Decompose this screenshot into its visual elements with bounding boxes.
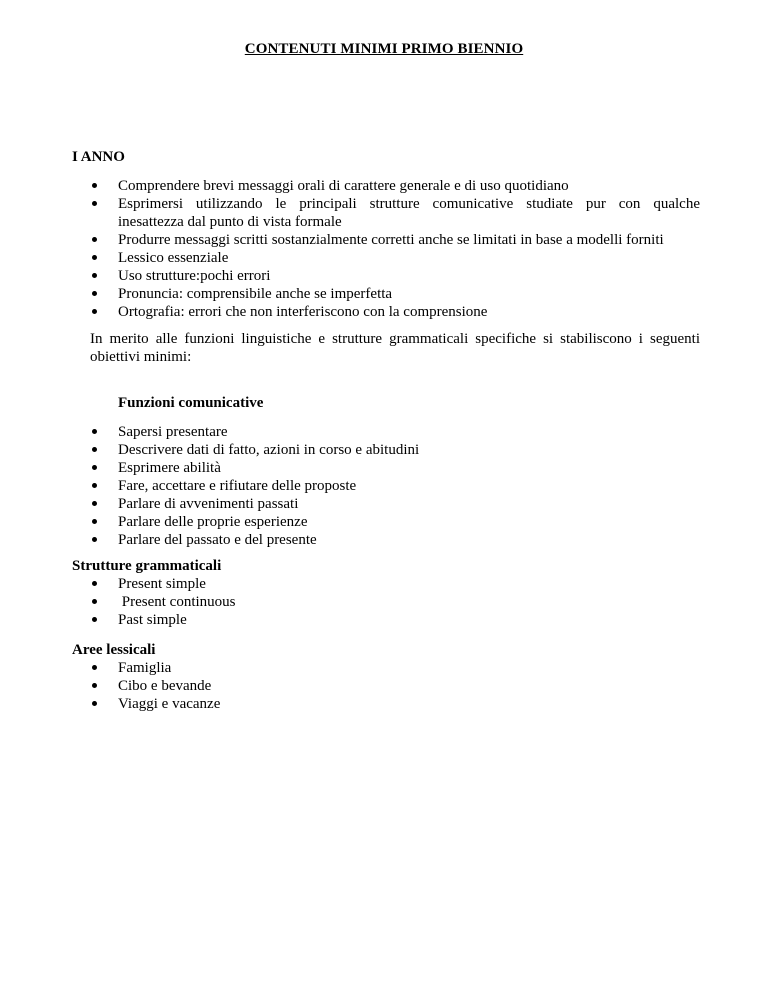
- intro-paragraph: In merito alle funzioni linguistiche e strutture grammaticali specifiche si stabiliscono i seguenti obiettivi minimi:: [90, 331, 700, 365]
- list-item: Esprimersi utilizzando le principali strutture comunicative studiate pur con qualche inesattezza dal punto di vista formale: [118, 195, 700, 231]
- funzioni-list: [118, 423, 700, 549]
- bullet-icon: [92, 273, 97, 278]
- list-item: Present continuous: [118, 593, 700, 611]
- bullet-icon: [92, 465, 97, 470]
- list-item: Produrre messaggi scritti sostanzialmente corretti anche se limitati in base a modelli forniti: [118, 231, 700, 249]
- bullet-icon: [92, 291, 97, 296]
- list-item: Descrivere dati di fatto, azioni in corso e abitudini: [118, 441, 700, 459]
- list-item: Present simple: [118, 575, 700, 593]
- bullet-icon: [92, 701, 97, 706]
- list-item: Parlare del passato e del presente: [118, 531, 700, 549]
- bullet-icon: [92, 183, 97, 188]
- bullet-icon: [92, 429, 97, 434]
- list-item: Past simple: [118, 611, 700, 629]
- list-item: Esprimere abilità: [118, 459, 700, 477]
- bullet-icon: [92, 665, 97, 670]
- list-item: Uso strutture:pochi errori: [118, 267, 700, 285]
- list-item: Cibo e bevande: [118, 677, 700, 695]
- strutture-list: [118, 575, 700, 629]
- section-heading-anno: I ANNO: [72, 149, 125, 165]
- page-title: CONTENUTI MINIMI PRIMO BIENNIO: [244, 41, 524, 57]
- bullet-icon: [92, 483, 97, 488]
- bullet-icon: [92, 519, 97, 524]
- bullet-icon: [92, 617, 97, 622]
- list-item: Comprendere brevi messaggi orali di carattere generale e di uso quotidiano: [118, 177, 700, 195]
- list-item: Famiglia: [118, 659, 700, 677]
- list-item: Lessico essenziale: [118, 249, 700, 267]
- list-item: Parlare delle proprie esperienze: [118, 513, 700, 531]
- bullet-icon: [92, 537, 97, 542]
- bullet-icon: [92, 599, 97, 604]
- list-item: Sapersi presentare: [118, 423, 700, 441]
- bullet-icon: [92, 237, 97, 242]
- section-heading-strutture: Strutture grammaticali: [72, 558, 222, 574]
- bullet-icon: [92, 501, 97, 506]
- list-item: Pronuncia: comprensibile anche se imperfetta: [118, 285, 700, 303]
- bullet-icon: [92, 255, 97, 260]
- bullet-icon: [92, 201, 97, 206]
- bullet-icon: [92, 309, 97, 314]
- bullet-icon: [92, 447, 97, 452]
- list-item: Fare, accettare e rifiutare delle proposte: [118, 477, 700, 495]
- list-item: Ortografia: errori che non interferiscono con la comprensione: [118, 303, 700, 321]
- bullet-icon: [92, 581, 97, 586]
- list-item: Viaggi e vacanze: [118, 695, 700, 713]
- bullet-icon: [92, 683, 97, 688]
- section-heading-aree: Aree lessicali: [72, 642, 156, 658]
- section-heading-funzioni: Funzioni comunicative: [118, 395, 264, 411]
- aree-list: [118, 659, 700, 713]
- list-item: Parlare di avvenimenti passati: [118, 495, 700, 513]
- anno-list: [118, 177, 700, 321]
